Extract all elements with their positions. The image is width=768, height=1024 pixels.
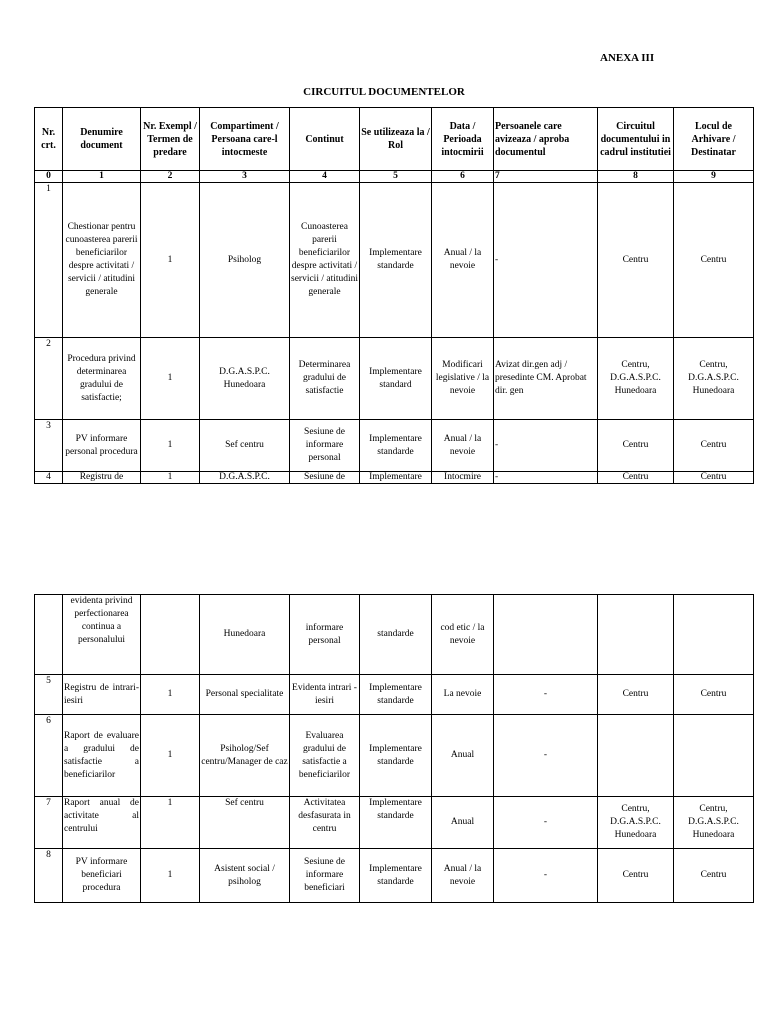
index-cell: 5 (360, 171, 432, 183)
index-cell: 6 (432, 171, 494, 183)
cell-compartiment: Sef centru (200, 797, 290, 849)
cell-data: Intocmire (432, 472, 494, 484)
row-number: 4 (35, 472, 63, 484)
cell-exempl: 1 (141, 715, 200, 797)
cell-utilizeaza: Implementare standarde (360, 849, 432, 903)
table-row (35, 849, 754, 903)
cell-utilizeaza: Implementare standarde (360, 797, 432, 849)
cell-data: Anual / la nevoie (432, 420, 494, 472)
table-row (35, 797, 754, 849)
header-cell: Nr. Exempl / Termen de predare (141, 108, 200, 171)
header-cell: Continut (290, 108, 360, 171)
cell-continut: Sesiune de informare beneficiari (290, 849, 360, 903)
cell-aviz: - (494, 675, 598, 715)
cell-exempl (141, 595, 200, 675)
table-row (35, 183, 754, 338)
cell-compartiment: D.G.A.S.P.C. Hunedoara (200, 338, 290, 420)
cell-circuit: Centru (598, 849, 674, 903)
cell-arhivare: Centru (674, 849, 754, 903)
cell-data: Modificari legislative / la nevoie (432, 338, 494, 420)
cell-continut: Sesiune de (290, 472, 360, 484)
cell-denumire: evidenta privind perfectionarea continua a personalului (63, 595, 141, 675)
cell-compartiment: Personal specialitate (200, 675, 290, 715)
cell-arhivare: Centru (674, 472, 754, 484)
cell-exempl: 1 (141, 675, 200, 715)
index-cell: 2 (141, 171, 200, 183)
cell-utilizeaza: Implementare (360, 472, 432, 484)
header-cell: Persoanele care avizeaza / aproba documentul (494, 108, 598, 171)
cell-continut: Determinarea gradului de satisfactie (290, 338, 360, 420)
cell-utilizeaza: Implementare standarde (360, 420, 432, 472)
column-index-row (35, 171, 754, 183)
header-cell: Nr. crt. (35, 108, 63, 171)
index-cell: 9 (674, 171, 754, 183)
cell-continut: Sesiune de informare personal (290, 420, 360, 472)
cell-circuit: Centru, D.G.A.S.P.C. Hunedoara (598, 338, 674, 420)
document-table-page-1 (34, 107, 754, 484)
row-number: 5 (35, 675, 63, 715)
cell-circuit (598, 715, 674, 797)
cell-arhivare: Centru (674, 675, 754, 715)
cell-utilizeaza: Implementare standarde (360, 183, 432, 338)
cell-aviz: - (494, 849, 598, 903)
cell-compartiment: Sef centru (200, 420, 290, 472)
cell-exempl: 1 (141, 338, 200, 420)
cell-denumire: Registru de intrari-iesiri (63, 675, 141, 715)
row-number: 7 (35, 797, 63, 849)
row-number: 6 (35, 715, 63, 797)
cell-data: Anual (432, 797, 494, 849)
header-cell: Compartiment / Persoana care-l intocmeste (200, 108, 290, 171)
cell-aviz: - (494, 420, 598, 472)
table-row (35, 338, 754, 420)
row-number: 8 (35, 849, 63, 903)
cell-circuit: Centru (598, 183, 674, 338)
row-number: 3 (35, 420, 63, 472)
row-number: 2 (35, 338, 63, 420)
cell-circuit: Centru (598, 420, 674, 472)
cell-compartiment: Hunedoara (200, 595, 290, 675)
cell-denumire: Raport anual de activitate al centrului (63, 797, 141, 849)
cell-aviz: - (494, 183, 598, 338)
cell-exempl: 1 (141, 183, 200, 338)
cell-data: Anual (432, 715, 494, 797)
cell-denumire: Procedura privind determinarea gradului de satisfactie; (63, 338, 141, 420)
cell-denumire: Chestionar pentru cunoasterea parerii beneficiarilor despre activitati / servicii / atitudini generale (63, 183, 141, 338)
header-cell: Denumire document (63, 108, 141, 171)
cell-denumire: Raport de evaluare a gradului de satisfactie a beneficiarilor (63, 715, 141, 797)
cell-data: Anual / la nevoie (432, 183, 494, 338)
cell-arhivare: Centru (674, 420, 754, 472)
cell-compartiment: D.G.A.S.P.C. (200, 472, 290, 484)
table-row (35, 715, 754, 797)
cell-aviz (494, 595, 598, 675)
cell-data: cod etic / la nevoie (432, 595, 494, 675)
cell-aviz: - (494, 797, 598, 849)
header-cell: Locul de Arhivare / Destinatar (674, 108, 754, 171)
table-row (35, 675, 754, 715)
index-cell: 8 (598, 171, 674, 183)
cell-compartiment: Psiholog (200, 183, 290, 338)
cell-utilizeaza: standarde (360, 595, 432, 675)
cell-compartiment: Asistent social / psiholog (200, 849, 290, 903)
table-row (35, 420, 754, 472)
header-cell: Data / Perioada intocmirii (432, 108, 494, 171)
cell-compartiment: Psiholog/Sef centru/Manager de caz (200, 715, 290, 797)
cell-continut: Cunoasterea parerii beneficiarilor despre activitati / servicii / atitudini generale (290, 183, 360, 338)
table-row-continued (35, 595, 754, 675)
cell-continut: Evaluarea gradului de satisfactie a beneficiarilor (290, 715, 360, 797)
index-cell: 3 (200, 171, 290, 183)
cell-continut: informare personal (290, 595, 360, 675)
cell-exempl: 1 (141, 420, 200, 472)
cell-denumire: PV informare beneficiari procedura (63, 849, 141, 903)
cell-aviz: - (494, 715, 598, 797)
cell-circuit: Centru, D.G.A.S.P.C. Hunedoara (598, 797, 674, 849)
document-title: CIRCUITUL DOCUMENTELOR (303, 86, 465, 98)
cell-data: Anual / la nevoie (432, 849, 494, 903)
cell-arhivare: Centru, D.G.A.S.P.C. Hunedoara (674, 797, 754, 849)
cell-aviz: Avizat dir.gen adj / presedinte CM. Aprobat dir. gen (494, 338, 598, 420)
cell-circuit: Centru (598, 675, 674, 715)
cell-data: La nevoie (432, 675, 494, 715)
header-cell: Se utilizeaza la / Rol (360, 108, 432, 171)
cell-continut: Evidenta intrari - iesiri (290, 675, 360, 715)
cell-arhivare (674, 595, 754, 675)
cell-utilizeaza: Implementare standard (360, 338, 432, 420)
header-cell: Circuitul documentului in cadrul institutiei (598, 108, 674, 171)
cell-denumire: PV informare personal procedura (63, 420, 141, 472)
cell-denumire: Registru de (63, 472, 141, 484)
cell-exempl: 1 (141, 797, 200, 849)
cell-utilizeaza: Implementare standarde (360, 675, 432, 715)
cell-arhivare: Centru (674, 183, 754, 338)
index-cell: 7 (494, 171, 598, 183)
document-table-page-2 (34, 594, 754, 903)
table-row-partial (35, 472, 754, 484)
cell-aviz: - (494, 472, 598, 484)
row-number: 1 (35, 183, 63, 338)
annex-label: ANEXA III (600, 52, 655, 64)
index-cell: 1 (63, 171, 141, 183)
row-number (35, 595, 63, 675)
cell-continut: Activitatea desfasurata in centru (290, 797, 360, 849)
cell-circuit (598, 595, 674, 675)
cell-arhivare: Centru, D.G.A.S.P.C. Hunedoara (674, 338, 754, 420)
cell-exempl: 1 (141, 472, 200, 484)
cell-utilizeaza: Implementare standarde (360, 715, 432, 797)
index-cell: 0 (35, 171, 63, 183)
cell-arhivare (674, 715, 754, 797)
cell-exempl: 1 (141, 849, 200, 903)
cell-circuit: Centru (598, 472, 674, 484)
table-header-row (35, 108, 754, 171)
index-cell: 4 (290, 171, 360, 183)
